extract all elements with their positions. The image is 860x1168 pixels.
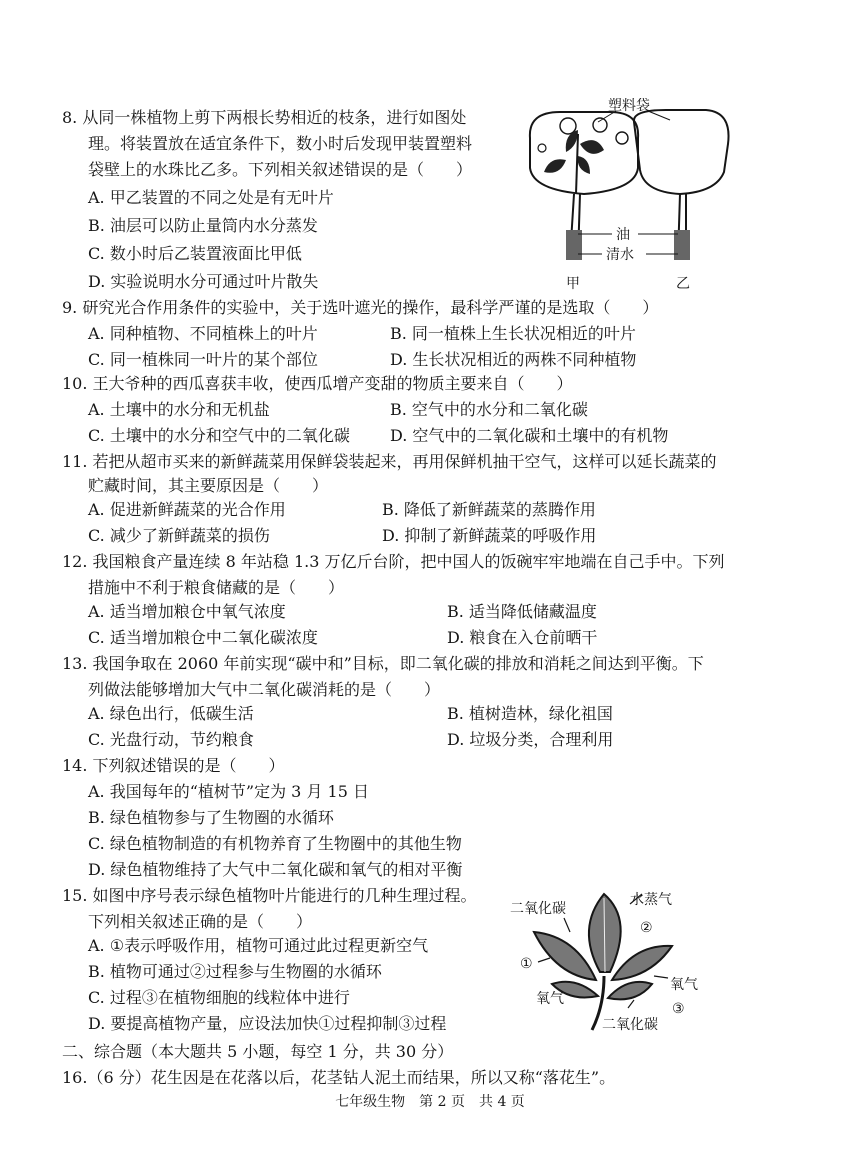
- q9-option-c: C. 同一植株同一叶片的某个部位: [88, 350, 318, 369]
- q9-option-a: A. 同种植物、不同植株上的叶片: [88, 324, 318, 343]
- q11-stem-line1: 11. 若把从超市买来的新鲜蔬菜用保鲜袋装起来，再用保鲜机抽干空气，这样可以延长蔬菜的: [62, 452, 717, 471]
- q8-option-d: D. 实验说明水分可通过叶片散失: [88, 272, 319, 291]
- number-1-label: ①: [520, 956, 533, 972]
- q12-option-d: D. 粮食在入仓前晒干: [447, 628, 598, 647]
- section2-heading: 二、综合题（本大题共 5 小题，每空 1 分，共 30 分）: [62, 1042, 454, 1061]
- q9-stem: 9. 研究光合作用条件的实验中，关于选叶遮光的操作，最科学严谨的是选取（ ）: [62, 298, 659, 317]
- q14-option-b: B. 绿色植物参与了生物圈的水循环: [88, 808, 334, 827]
- q10-option-b: B. 空气中的水分和二氧化碳: [390, 400, 588, 419]
- q13-option-d: D. 垃圾分类，合理利用: [447, 730, 614, 749]
- o2-left-label: 氧气: [536, 991, 564, 1007]
- q13-option-c: C. 光盘行动，节约粮食: [88, 730, 254, 749]
- q14-option-c: C. 绿色植物制造的有机物养育了生物圈中的其他生物: [88, 834, 462, 853]
- q9-option-d: D. 生长状况相近的两株不同种植物: [390, 350, 637, 369]
- q12-stem-line2: 措施中不利于粮食储藏的是（ ）: [88, 578, 345, 597]
- q15-stem-line2: 下列相关叙述正确的是（ ）: [88, 912, 313, 931]
- q15-leaf-figure: [500, 880, 730, 1040]
- q8-option-a: A. 甲乙装置的不同之处是有无叶片: [88, 188, 334, 207]
- jia-label: 甲: [566, 276, 580, 292]
- q8-option-b: B. 油层可以防止量筒内水分蒸发: [88, 216, 318, 235]
- q9-option-b: B. 同一植株上生长状况相近的叶片: [390, 324, 636, 343]
- q13-option-b: B. 植树造林，绿化祖国: [447, 704, 613, 723]
- q8-apparatus-figure: [520, 98, 750, 298]
- q11-option-a: A. 促进新鲜蔬菜的光合作用: [88, 500, 286, 519]
- q12-stem-line1: 12. 我国粮食产量连续 8 年站稳 1.3 万亿斤台阶，把中国人的饭碗牢牢地端在自己手中。下列: [62, 552, 725, 571]
- q8-stem-line2: 理。将装置放在适宜条件下，数小时后发现甲装置塑料: [88, 134, 473, 153]
- q14-stem: 14. 下列叙述错误的是（ ）: [62, 756, 285, 775]
- q12-option-a: A. 适当增加粮仓中氧气浓度: [88, 602, 286, 621]
- yi-label: 乙: [676, 276, 690, 292]
- number-3-label: ③: [672, 1001, 685, 1017]
- water-vapor-label: 水蒸气: [630, 892, 672, 908]
- q15-stem-line1: 15. 如图中序号表示绿色植物叶片能进行的几种生理过程。: [62, 886, 477, 905]
- number-2-label: ②: [640, 920, 653, 936]
- q10-option-c: C. 土壤中的水分和空气中的二氧化碳: [88, 426, 350, 445]
- co2-bottom-label: 二氧化碳: [602, 1017, 658, 1033]
- q15-option-a: A. ①表示呼吸作用，植物可通过此过程更新空气: [88, 936, 429, 955]
- q12-option-c: C. 适当增加粮仓中二氧化碳浓度: [88, 628, 318, 647]
- q13-stem-line2: 列做法能够增加大气中二氧化碳消耗的是（ ）: [88, 680, 441, 699]
- q10-option-a: A. 土壤中的水分和无机盐: [88, 400, 270, 419]
- q15-option-c: C. 过程③在植物细胞的线粒体中进行: [88, 988, 350, 1007]
- q8-stem-line3: 袋壁上的水珠比乙多。下列相关叙述错误的是（ ）: [88, 160, 473, 179]
- q11-stem-line2: 贮藏时间，其主要原因是（ ）: [88, 476, 329, 495]
- page-footer: 七年级生物 第 2 页 共 4 页: [335, 1094, 525, 1110]
- q13-stem-line1: 13. 我国争取在 2060 年前实现“碳中和”目标，即二氧化碳的排放和消耗之间达到平衡。下: [62, 654, 704, 673]
- q12-option-b: B. 适当降低储藏温度: [447, 602, 597, 621]
- co2-top-label: 二氧化碳: [510, 901, 566, 917]
- q14-option-a: A. 我国每年的“植树节”定为 3 月 15 日: [88, 782, 369, 801]
- q8-option-c: C. 数小时后乙装置液面比甲低: [88, 244, 302, 263]
- q14-option-d: D. 绿色植物维持了大气中二氧化碳和氧气的相对平衡: [88, 860, 463, 879]
- q15-option-d: D. 要提高植物产量，应设法加快①过程抑制③过程: [88, 1014, 447, 1033]
- bag-label: 塑料袋: [608, 98, 650, 114]
- q10-option-d: D. 空气中的二氧化碳和土壤中的有机物: [390, 426, 669, 445]
- water-label: 清水: [606, 247, 634, 263]
- oil-label: 油: [616, 227, 630, 243]
- q11-option-c: C. 减少了新鲜蔬菜的损伤: [88, 526, 270, 545]
- q11-option-b: B. 降低了新鲜蔬菜的蒸腾作用: [382, 500, 596, 519]
- q11-option-d: D. 抑制了新鲜蔬菜的呼吸作用: [382, 526, 597, 545]
- question-16-stem: 16.（6 分）花生因是在花落以后，花茎钻人泥土而结果，所以又称“落花生”。: [62, 1068, 616, 1087]
- q13-option-a: A. 绿色出行，低碳生活: [88, 704, 254, 723]
- q8-stem-line1: 8. 从同一株植物上剪下两根长势相近的枝条，进行如图处: [62, 108, 467, 127]
- q10-stem: 10. 王大爷种的西瓜喜获丰收，使西瓜增产变甜的物质主要来自（ ）: [62, 374, 573, 393]
- q15-option-b: B. 植物可通过②过程参与生物圈的水循环: [88, 962, 382, 981]
- o2-right-label: 氧气: [670, 977, 698, 993]
